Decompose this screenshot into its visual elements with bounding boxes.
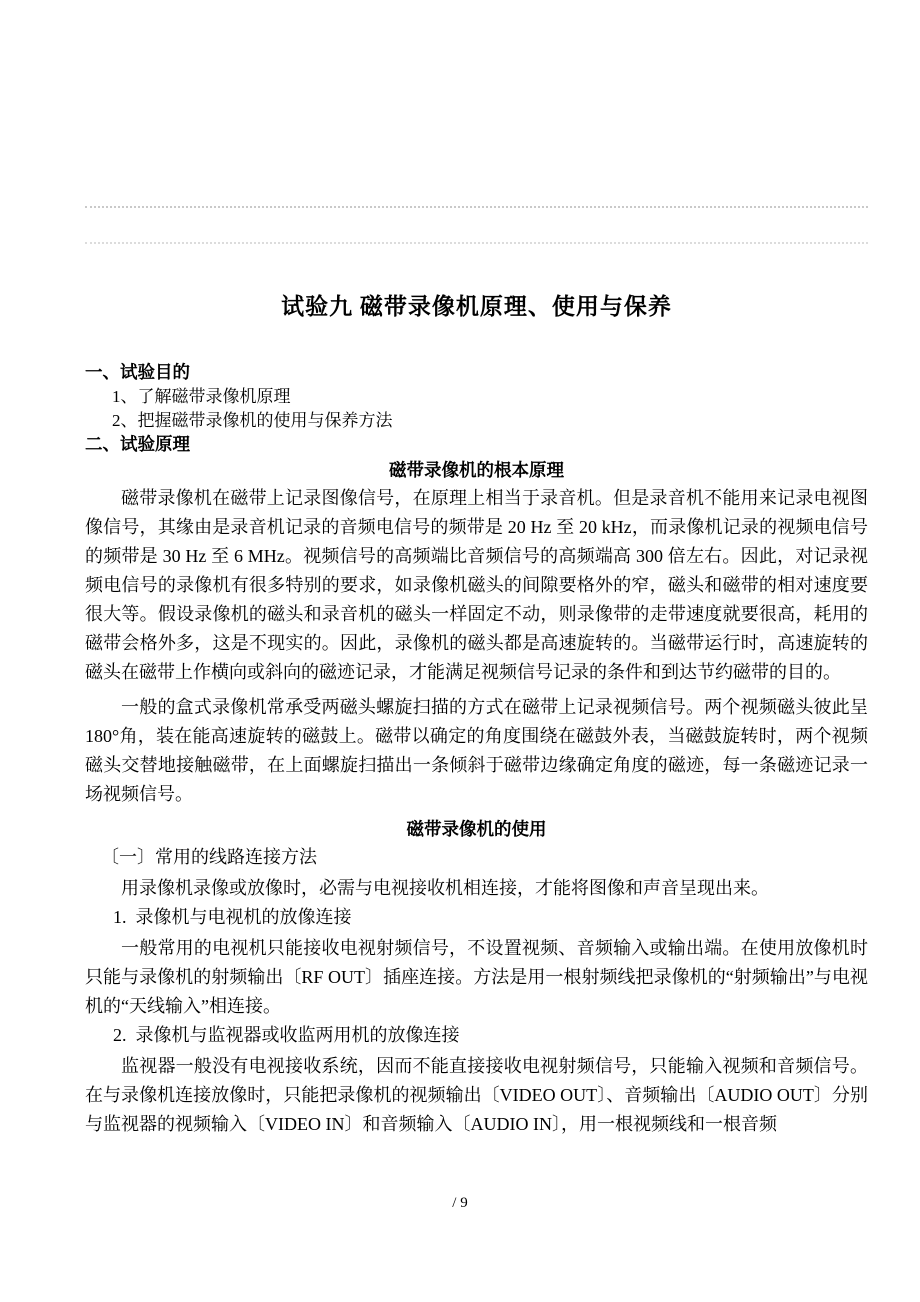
section-objectives-heading: 一、试验目的 xyxy=(85,362,190,382)
monitor-connection-paragraph: 监视器一般没有电视接收系统，因而不能直接接收电视射频信号，只能输入视频和音频信号。在与录像机连接放像时，只能把录像机的视频输出〔VIDEO OUT〕、音频输出〔AUDIO OUT〕分别与监视器的视频输入〔VIDEO IN〕和音频输入〔AUDIO IN〕，用一根视频线和一根音频 xyxy=(85,1056,868,1134)
header-dotted-rule-2 xyxy=(85,242,868,244)
usage-intro-paragraph: 用录像机录像或放像时，必需与电视接收机相连接，才能将图像和声音呈现出来。 xyxy=(121,878,769,898)
tv-connection-paragraph: 一般常用的电视机只能接收电视射频信号，不设置视频、音频输入或输出端。在使用放像机时只能与录像机的射频输出〔RF OUT〕插座连接。方法是用一根射频线把录像机的“射频输出”与电视机的“天线输入”相连接。 xyxy=(85,938,868,1016)
principle-paragraph-2: 一般的盒式录像机常承受两磁头螺旋扫描的方式在磁带上记录视频信号。两个视频磁头彼此呈 180°角，装在能高速旋转的磁鼓上。磁带以确定的角度围绕在磁鼓外表，当磁鼓旋转时，两个视频磁头交替地接触磁带，在上面螺旋扫描出一条倾斜于磁带边缘确定角度的磁迹，每一条磁迹记录一场视频信号。 xyxy=(85,697,868,804)
objective-item-2: 2、把握磁带录像机的使用与保养方法 xyxy=(112,411,393,430)
objective-item-1: 1、了解磁带录像机原理 xyxy=(112,387,291,406)
usage-subtitle: 磁带录像机的使用 xyxy=(406,819,547,839)
principle-subtitle: 磁带录像机的根本原理 xyxy=(389,460,564,480)
tv-connection-item-title: 1. 录像机与电视机的放像连接 xyxy=(113,907,352,927)
monitor-connection-item-title: 2. 录像机与监视器或收监两用机的放像连接 xyxy=(113,1025,460,1045)
header-dotted-rule-1 xyxy=(85,206,868,208)
page-number: / 9 xyxy=(452,1195,468,1211)
connection-methods-heading: 〔一〕常用的线路连接方法 xyxy=(101,847,317,867)
document-body xyxy=(85,360,868,1139)
principle-paragraph-1: 磁带录像机在磁带上记录图像信号，在原理上相当于录音机。但是录音机不能用来记录电视图像信号，其缘由是录音机记录的音频电信号的频带是 20 Hz 至 20 kHz，而录像机记录的视频电信号的频带是 30 Hz 至 6 MHz。视频信号的高频端比音频信号的高频端高 300 倍左右。因此，对记录视频电信号的录像机有很多特别的要求，如录像机磁头的间隙要格外的窄，磁头和磁带的相对速度要很大等。假设录像机的磁头和录音机的磁头一样固定不动，则录像带的走带速度就要很高，耗用的磁带会格外多，这是不现实的。因此，录像机的磁头都是高速旋转的。当磁带运行时，高速旋转的磁头在磁带上作横向或斜向的磁迹记录，才能满足视频信号记录的条件和到达节约磁带的目的。 xyxy=(85,488,868,682)
document-title: 试验九 磁带录像机原理、使用与保养 xyxy=(281,294,672,319)
section-principle-heading: 二、试验原理 xyxy=(85,434,190,454)
